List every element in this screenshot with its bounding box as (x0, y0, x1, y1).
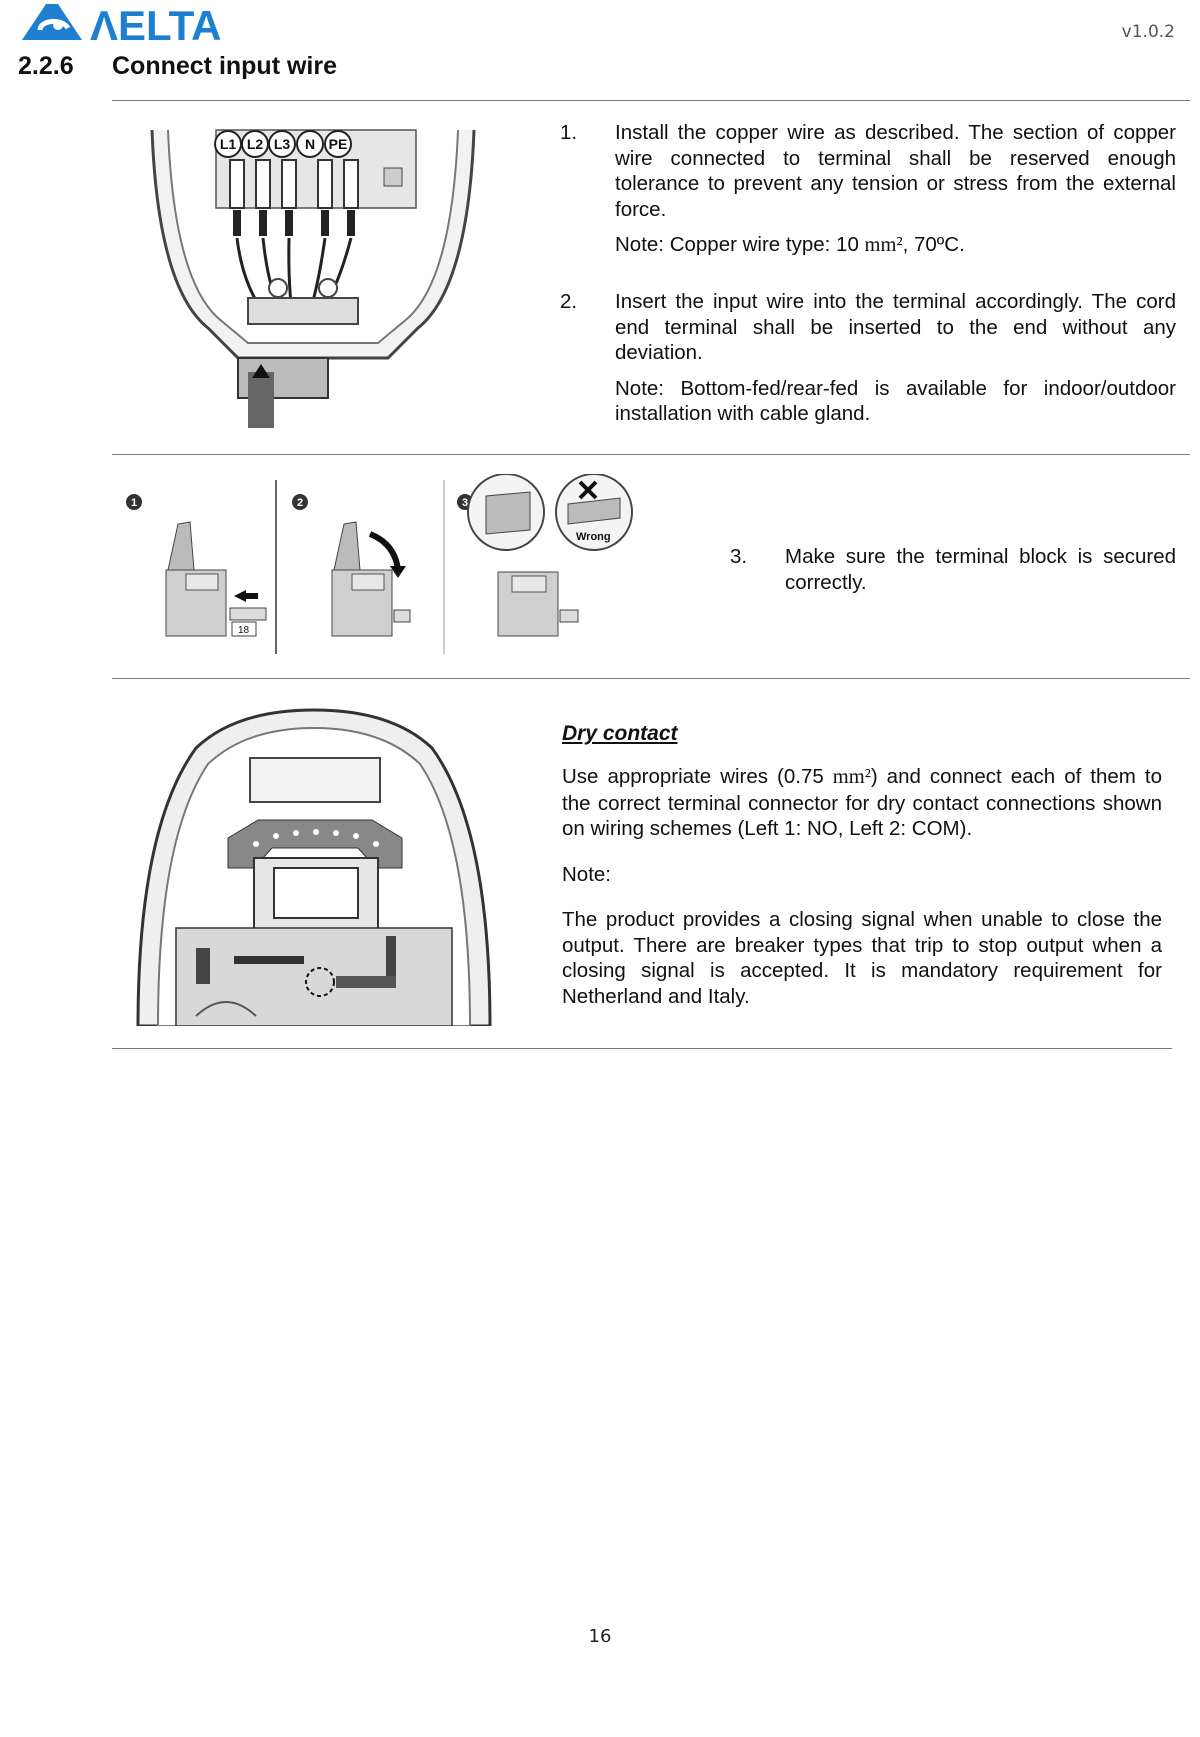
page-number: 16 (588, 1626, 612, 1647)
dry-contact-text-prefix: Use appropriate wires (0.75 (562, 765, 833, 788)
step-2-number: 2. (560, 290, 578, 313)
step-1 (560, 120, 1176, 270)
delta-logo (18, 0, 228, 44)
step-2 (560, 289, 1176, 439)
rule-3 (112, 678, 1190, 679)
rule-4 (112, 1048, 1172, 1049)
version-label: v1.0.2 (1121, 22, 1175, 42)
step-3-number: 3. (730, 545, 748, 568)
step-2-note: Note: Bottom-fed/rear-fed is available for indoor/outdoor installation with cable gland. (615, 376, 1176, 425)
step-badge-2: 2 (296, 497, 304, 509)
dry-contact-text-suffix: ) and connect each of them to the correct terminal connector for dry contact connections shown on wiring schemes (Left 1: NO, Left 2: COM). (562, 765, 1162, 840)
dry-contact-note-label: Note: (562, 862, 611, 886)
terminal-wiring-figure (148, 128, 478, 428)
logo-text: ΛELTA (90, 2, 222, 44)
dry-contact-section (562, 722, 1162, 1009)
step-3 (730, 544, 1176, 604)
dry-contact-figure (136, 708, 492, 1026)
step-1-note (615, 232, 1176, 259)
dry-contact-text (562, 764, 1162, 842)
step-badge-1: 1 (130, 497, 138, 509)
terminal-label-l2: L2 (246, 136, 264, 152)
step-3-text: Make sure the terminal block is secured correctly. (785, 545, 1176, 594)
step-1-note-prefix: Note: Copper wire type: 10 (615, 233, 865, 256)
terminal-block-steps-figure (120, 474, 680, 664)
dry-contact-title: Dry contact (562, 722, 678, 745)
step-1-text: Install the copper wire as described. The section of copper wire connected to terminal shall be reserved enough tolerance to prevent any tension or stress from the external force. (615, 121, 1176, 221)
section-title: Connect input wire (112, 52, 337, 80)
terminal-label-l1: L1 (219, 136, 237, 152)
terminal-label-n: N (304, 136, 316, 152)
section-number: 2.2.6 (18, 52, 74, 80)
step-2-text: Insert the input wire into the terminal accordingly. The cord end terminal shall be inserted to the end without any deviation. (615, 290, 1176, 364)
wire-size-label: 18 (238, 625, 250, 636)
terminal-label-l3: L3 (273, 136, 291, 152)
step-badge-3: 3 (461, 497, 469, 509)
dry-contact-text-unit: mm² (832, 766, 871, 788)
rule-top (112, 100, 1190, 101)
step-1-note-unit: mm² (864, 234, 903, 256)
step-1-note-suffix: , 70ºC. (902, 233, 965, 256)
step-1-number: 1. (560, 121, 578, 144)
terminal-label-pe: PE (328, 136, 348, 152)
rule-2 (112, 454, 1190, 455)
wrong-label: Wrong (576, 531, 611, 543)
dry-contact-note-text: The product provides a closing signal when unable to close the output. There are breaker types that trip to stop output when a closing signal is accepted. It is mandatory requirement for Netherland and Italy. (562, 908, 1162, 1008)
